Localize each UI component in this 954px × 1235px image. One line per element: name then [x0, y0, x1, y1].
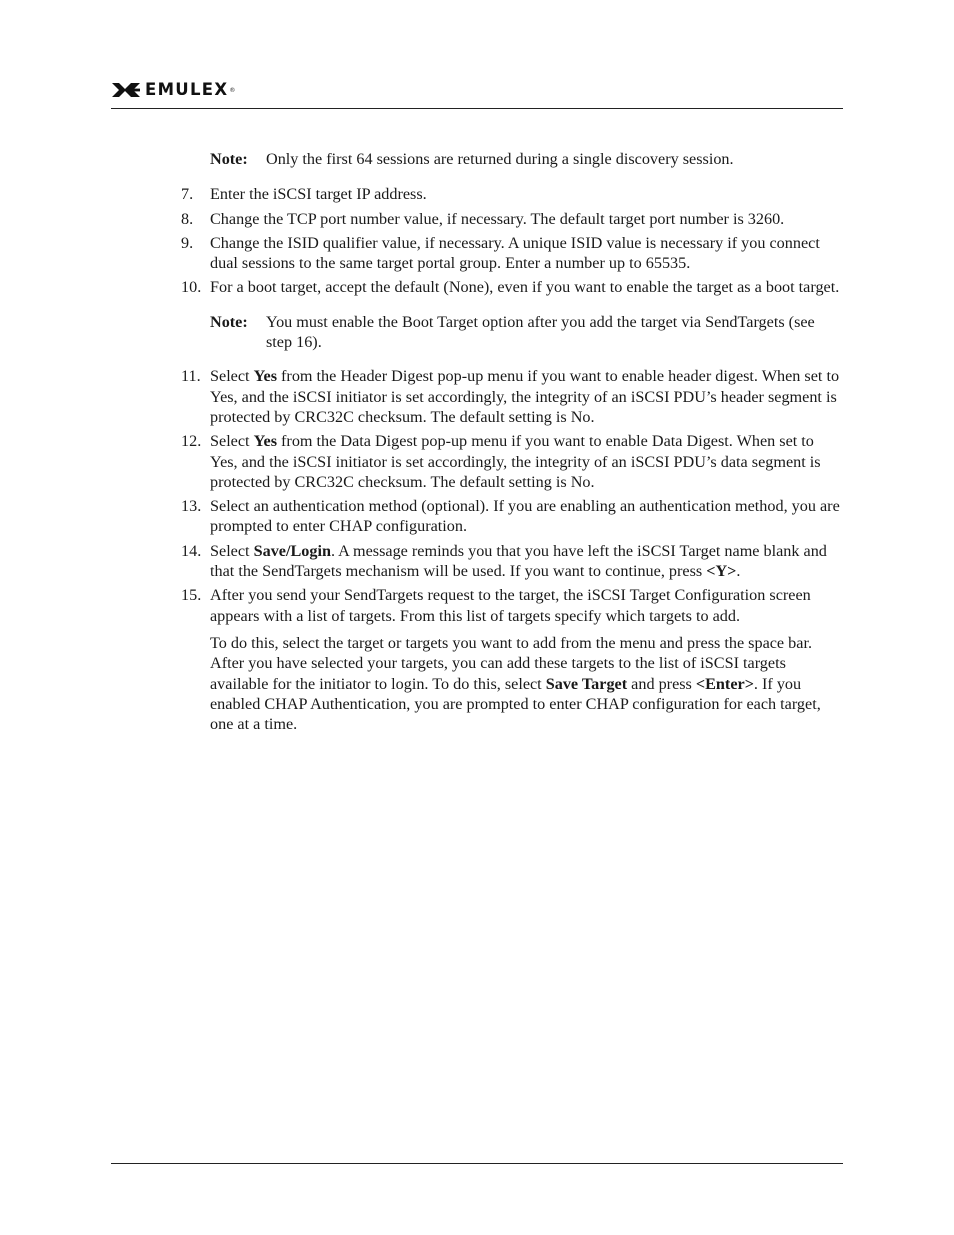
- trademark-symbol: ®: [229, 86, 236, 94]
- step-8: [181, 209, 841, 229]
- save-target-term: Save Target: [545, 674, 628, 693]
- step-text: Select Yes from the Header Digest pop-up menu if you want to enable header digest. When set to Yes, and the iSCSI initiator is set accordingly, the integrity of an iSCSI PDU’s header segment is protected by CRC32C checksum. The default setting is No.: [210, 367, 840, 426]
- step-7: [181, 184, 841, 204]
- note-text: Only the first 64 sessions are returned during a single discovery session.: [266, 150, 734, 168]
- document-body: [181, 149, 841, 734]
- step-text: For a boot target, accept the default (None), even if you want to enable the target as a boot target.: [210, 278, 840, 297]
- step-number: 12.: [181, 432, 202, 451]
- key-y-term: <Y>: [706, 562, 737, 581]
- note-discovery: [181, 149, 841, 169]
- step-text: After you send your SendTargets request to the target, the iSCSI Target Configuration screen appears with a list of targets. From this list of targets specify which targets to add.: [210, 586, 811, 625]
- step-text: Select an authentication method (optional). If you are enabling an authentication method, you are prompted to enter CHAP configuration.: [210, 497, 840, 536]
- option-yes: Yes: [253, 432, 277, 451]
- logo-text: EMULEX: [145, 80, 229, 99]
- header-rule: [111, 108, 843, 109]
- step-number: 14.: [181, 541, 202, 560]
- save-login-term: Save/Login: [253, 541, 331, 560]
- step-number: 10.: [181, 278, 202, 297]
- emulex-logo-icon: [111, 81, 141, 99]
- footer-rule: [111, 1163, 843, 1164]
- step-11: [181, 366, 841, 427]
- step-text: Select Yes from the Data Digest pop-up menu if you want to enable Data Digest. When set to Yes, and the iSCSI initiator is set accordingly, the integrity of an iSCSI PDU’s data segment is protected by CRC32C checksum. The default setting is No.: [210, 432, 821, 491]
- note-boot-target: [181, 312, 841, 353]
- step-10: [181, 277, 841, 297]
- step-15-continuation: To do this, select the target or targets you want to add from the menu and press the space bar. After you have selected your targets, you can add these targets to the list of iSCSI targets available for the initiator to login. To do this, select Save Target and press <Enter>. If you enabled CHAP Authentication, you are prompted to enter CHAP configuration for each target, one at a time.: [210, 633, 821, 734]
- option-yes: Yes: [253, 367, 277, 386]
- step-number: 9.: [181, 233, 194, 252]
- emulex-logo: [111, 80, 235, 100]
- step-9: [181, 233, 841, 274]
- step-number: 15.: [181, 586, 202, 605]
- step-number: 11.: [181, 367, 201, 386]
- step-number: 8.: [181, 209, 194, 228]
- step-text: Change the TCP port number value, if necessary. The default target port number is 3260.: [210, 209, 785, 228]
- step-13: [181, 496, 841, 537]
- enter-key-term: <Enter>: [695, 674, 754, 693]
- step-number: 13.: [181, 497, 202, 516]
- note-text: You must enable the Boot Target option after you add the target via SendTargets (see step 16).: [266, 312, 815, 352]
- step-text: Enter the iSCSI target IP address.: [210, 185, 427, 204]
- step-text: Change the ISID qualifier value, if necessary. A unique ISID value is necessary if you connect dual sessions to the same target portal group. Enter a number up to 65535.: [210, 233, 820, 273]
- step-15: [181, 585, 841, 626]
- note-label: Note:: [210, 150, 248, 168]
- step-14: [181, 541, 841, 582]
- step-text: Select Save/Login. A message reminds you that you have left the iSCSI Target name blank and that the SendTargets mechanism will be used. If you want to continue, press <Y>.: [210, 541, 827, 581]
- step-12: [181, 431, 841, 492]
- note-label: Note:: [210, 312, 248, 331]
- step-number: 7.: [181, 185, 194, 204]
